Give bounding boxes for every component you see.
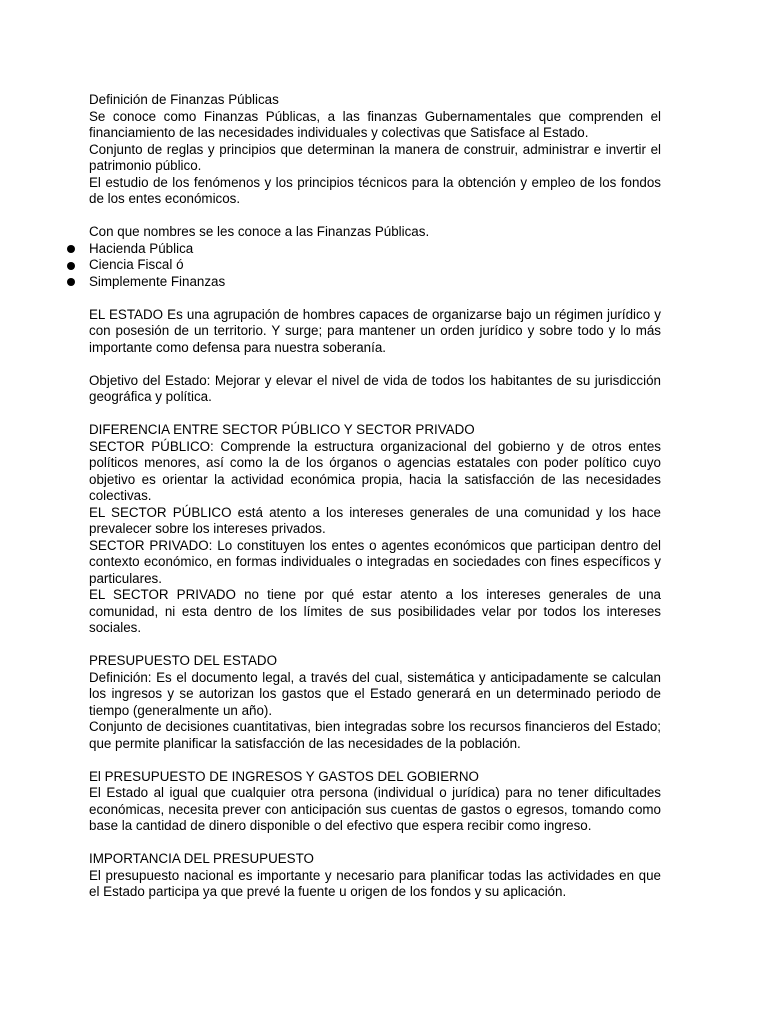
list-item <box>89 257 661 274</box>
paragraph-objetivo: Objetivo del Estado: Mejorar y elevar el nivel de vida de todos los habitantes de su jurisdicción geográfica y política. <box>89 372 661 404</box>
bullet-icon <box>67 245 75 253</box>
spacer <box>89 356 661 373</box>
list-item-label: Hacienda Pública <box>89 240 194 256</box>
paragraph: Se conoce como Finanzas Públicas, a las finanzas Gubernamentales que comprenden el financiamiento de las necesidades individuales y colectivas que Satisface al Estado. <box>89 108 661 140</box>
paragraph-estado: EL ESTADO Es una agrupación de hombres capaces de organizarse bajo un régimen jurídico y con posesión de un territorio. Y surge; para mantener un orden jurídico y sobre todo y lo más importante como defensa para nuestra soberanía. <box>89 306 661 355</box>
paragraph: Definición: Es el documento legal, a través del cual, sistemática y anticipadamente se calculan los ingresos y se autorizan los gastos que el Estado generará en un determinado periodo de tiempo (generalmente un año). <box>89 669 661 718</box>
document-page <box>89 92 661 901</box>
paragraph: EL SECTOR PRIVADO no tiene por qué estar atento a los intereses generales de una comunidad, ni esta dentro de los límites de sus posibilidades velar por todos los intereses sociales. <box>89 587 661 635</box>
paragraph: SECTOR PÚBLICO: Comprende la estructura organizacional del gobierno y de otros entes políticos menores, así como la de los órganos o agencias estatales con poder político cuyo objetivo es orientar la actividad económica propia, hacia la satisfacción de las necesidades colectivas. <box>89 438 661 503</box>
paragraph: El presupuesto nacional es importante y necesario para planificar todas las actividades en que el Estado participa ya que prevé la fuente u origen de los fondos y su aplicación. <box>89 867 661 899</box>
bullet-icon <box>67 278 75 286</box>
paragraph: Conjunto de reglas y principios que determinan la manera de construir, administrar e invertir el patrimonio público. <box>89 141 661 173</box>
section-heading-diferencia: DIFERENCIA ENTRE SECTOR PÚBLICO Y SECTOR PRIVADO <box>89 422 475 437</box>
bullet-icon <box>67 262 75 270</box>
paragraph: SECTOR PRIVADO: Lo constituyen los entes o agentes económicos que participan dentro del contexto económico, en formas individuales o integradas en sociedades con fines específicos y particulares. <box>89 537 661 586</box>
list-item <box>89 274 661 291</box>
names-list <box>89 241 661 291</box>
spacer <box>89 835 661 852</box>
spacer <box>89 637 661 654</box>
section-heading-ingresos-gastos: El PRESUPUESTO DE INGRESOS Y GASTOS DEL GOBIERNO <box>89 768 479 784</box>
paragraph: El Estado al igual que cualquier otra persona (individual o jurídica) para no tener dificultades económicas, necesita prever con anticipación sus cuentas de gastos o egresos, tomando como base la cantidad de dinero disponible o del efectivo que espera recibir como ingreso. <box>89 785 661 833</box>
list-item <box>89 241 661 258</box>
section-heading-definicion: Definición de Finanzas Públicas <box>89 92 279 107</box>
paragraph: Conjunto de decisiones cuantitativas, bien integradas sobre los recursos financieros del Estado; que permite planificar la satisfacción de las necesidades de la población. <box>89 719 661 751</box>
section-heading-presupuesto: PRESUPUESTO DEL ESTADO <box>89 653 278 668</box>
spacer <box>89 406 661 423</box>
paragraph: EL SECTOR PÚBLICO está atento a los intereses generales de una comunidad y los hace prevalecer sobre los intereses privados. <box>89 504 661 536</box>
spacer <box>89 290 661 307</box>
paragraph: El estudio de los fenómenos y los principios técnicos para la obtención y empleo de los fondos de los entes económicos. <box>89 174 661 206</box>
spacer <box>89 752 661 769</box>
list-item-label: Ciencia Fiscal ó <box>89 257 184 272</box>
spacer <box>89 208 661 225</box>
section-heading-importancia: IMPORTANCIA DEL PRESUPUESTO <box>89 851 314 866</box>
list-item-label: Simplemente Finanzas <box>89 273 226 289</box>
list-intro: Con que nombres se les conoce a las Finanzas Públicas. <box>89 224 430 239</box>
